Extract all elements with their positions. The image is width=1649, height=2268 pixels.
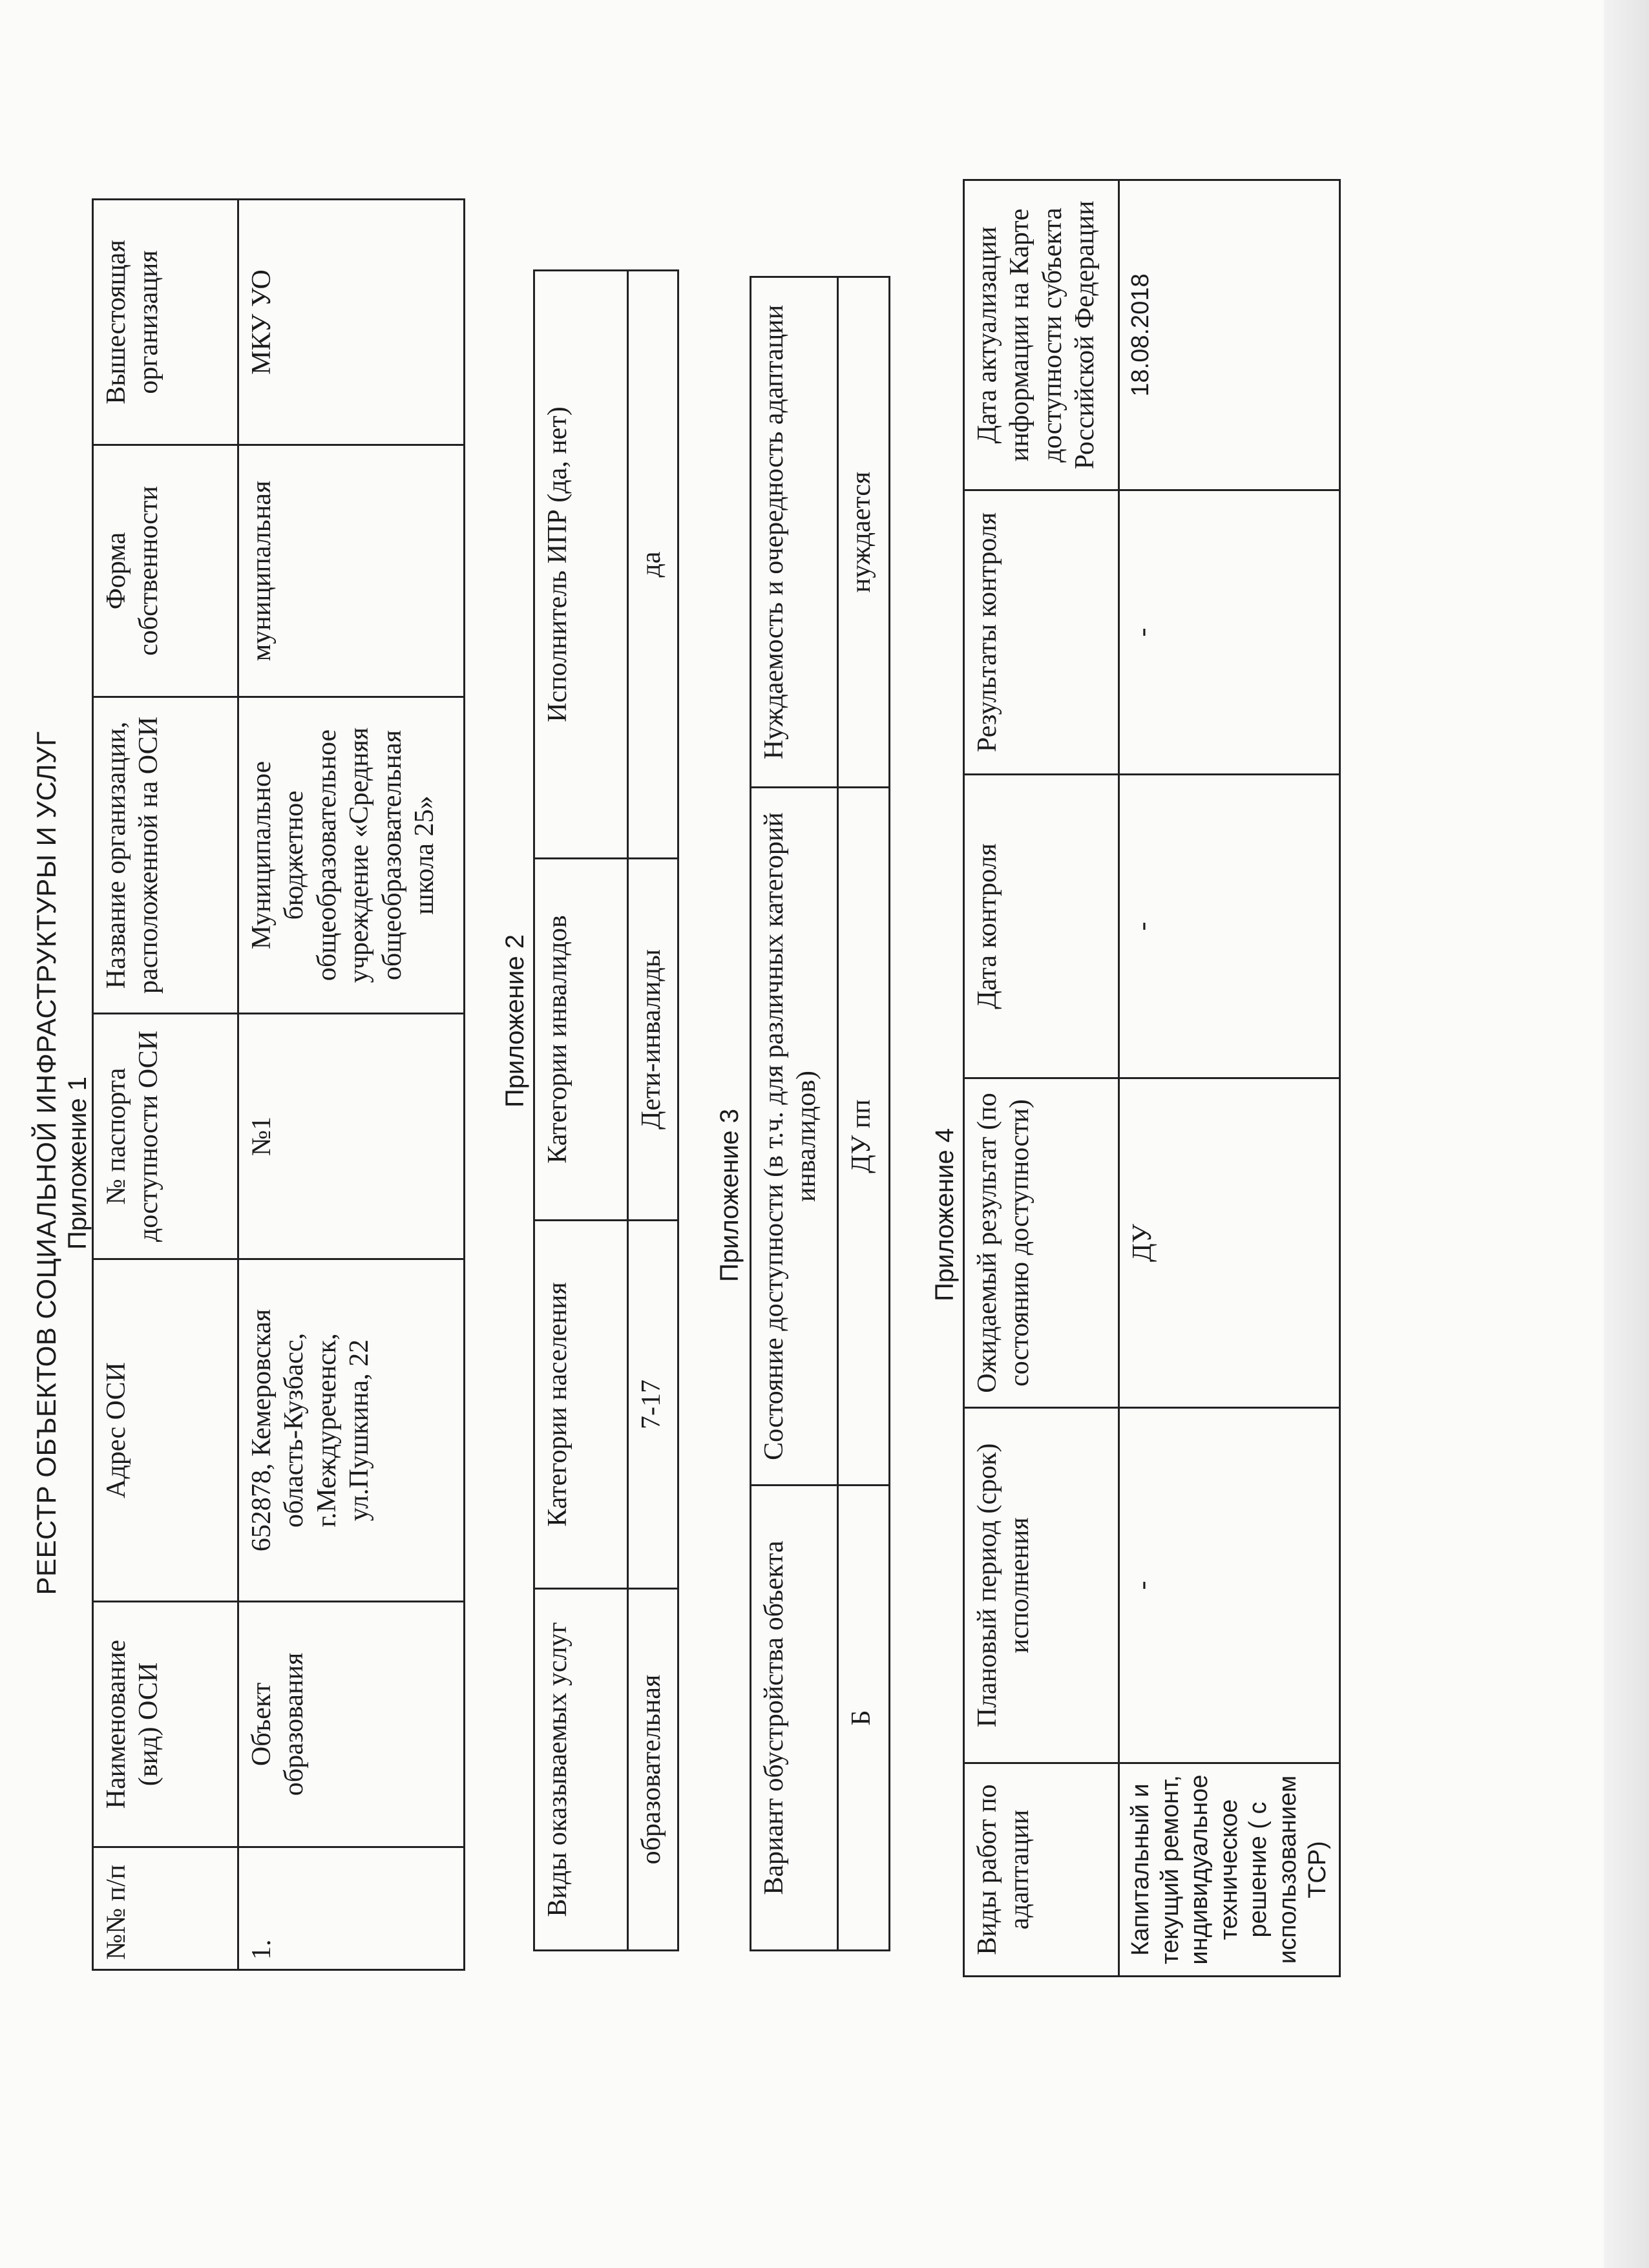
- annex4-cell-works: Капитальный и текущий ремонт, индивидуальное техническое решение ( с использованием ТСР): [1119, 1763, 1340, 1977]
- document-title: РЕЕСТР ОБЪЕКТОВ СОЦИАЛЬНОЙ ИНФРАСТРУКТУРЫ И УСЛУГ: [31, 731, 61, 1595]
- annex1-cell-address: 652878, Кемеровская область-Кузбасс, г.Междуреченск, ул.Пушкина, 22: [238, 1259, 465, 1602]
- annex3-cell-accessibility: ДУ пп: [838, 788, 890, 1486]
- annex2-cell-disability: Дети-инвалиды: [628, 859, 678, 1221]
- annex1-header-number: №№ п/п: [93, 1847, 238, 1970]
- annex2-header-row: [534, 271, 628, 1951]
- annex2-table: [533, 269, 679, 1951]
- annex1-data-row: [238, 200, 465, 1970]
- annex3-table: [750, 276, 890, 1951]
- annex2-header-disability: Категории инвалидов: [534, 859, 628, 1221]
- annex4-cell-control-date: -: [1119, 775, 1340, 1078]
- annex1-header-ownership: Форма собственности: [93, 445, 238, 697]
- annex1-label: Приложение 1: [63, 1076, 92, 1250]
- annex3-cell-variant: Б: [838, 1486, 890, 1951]
- annex4-cell-control-results: -: [1119, 490, 1340, 775]
- annex4-label: Приложение 4: [930, 1128, 959, 1301]
- annex3-cell-need: нуждается: [838, 277, 890, 788]
- annex1-cell-type: Объект образования: [238, 1602, 465, 1847]
- annex2-cell-services: образовательная: [628, 1589, 678, 1951]
- annex4-table: [963, 179, 1341, 1977]
- annex3-data-row: [838, 277, 890, 1951]
- annex4-header-control-date: Дата контроля: [964, 775, 1119, 1078]
- annex3-header-need: Нуждаемость и очередность адаптации: [751, 277, 838, 788]
- annex3-label: Приложение 3: [715, 1109, 744, 1282]
- annex2-header-ipr: Исполнитель ИПР (да, нет): [534, 271, 628, 859]
- annex1-cell-organization: Муниципальное бюджетное общеобразовательное учреждение «Средняя общеобразовательная школа 25»: [238, 697, 465, 1014]
- annex1-table: [92, 198, 465, 1971]
- annex4-data-row: [1119, 180, 1340, 1977]
- annex4-header-works: Виды работ по адаптации: [964, 1763, 1119, 1977]
- annex1-header-passport: № паспорта доступности ОСИ: [93, 1014, 238, 1259]
- annex4-header-period: Плановый период (срок) исполнения: [964, 1408, 1119, 1763]
- annex2-label: Приложение 2: [501, 934, 529, 1108]
- annex3-header-row: [751, 277, 838, 1951]
- annex2-cell-ipr: да: [628, 271, 678, 859]
- annex3-header-accessibility: Состояние доступности (в т.ч. для различных категорий инвалидов): [751, 788, 838, 1486]
- annex4-header-expected: Ожидаемый результат (по состоянию доступности): [964, 1078, 1119, 1408]
- annex1-cell-parent-org: МКУ УО: [238, 200, 465, 445]
- annex1-header-address: Адрес ОСИ: [93, 1259, 238, 1602]
- annex1-header-row: [93, 200, 238, 1970]
- annex1-cell-passport: №1: [238, 1014, 465, 1259]
- annex1-header-organization: Название организации, расположенной на ОСИ: [93, 697, 238, 1014]
- annex4-cell-update-date: 18.08.2018: [1119, 180, 1340, 490]
- annex4-header-row: [964, 180, 1119, 1977]
- annex4-cell-expected: ДУ: [1119, 1078, 1340, 1408]
- annex2-cell-population: 7-17: [628, 1221, 678, 1589]
- annex4-cell-period: -: [1119, 1408, 1340, 1763]
- annex2-header-services: Виды оказываемых услуг: [534, 1589, 628, 1951]
- annex1-header-type: Наименование (вид) ОСИ: [93, 1602, 238, 1847]
- annex1-cell-number: 1.: [238, 1847, 465, 1970]
- annex2-data-row: [628, 271, 678, 1951]
- annex1-cell-ownership: муниципальная: [238, 445, 465, 697]
- annex1-header-parent-org: Вышестоящая организация: [93, 200, 238, 445]
- annex4-header-control-results: Результаты контроля: [964, 490, 1119, 775]
- annex4-header-update-date: Дата актуализации информации на Карте доступности субъекта Российской Федерации: [964, 180, 1119, 490]
- annex3-header-variant: Вариант обустройства объекта: [751, 1486, 838, 1951]
- annex2-header-population: Категории населения: [534, 1221, 628, 1589]
